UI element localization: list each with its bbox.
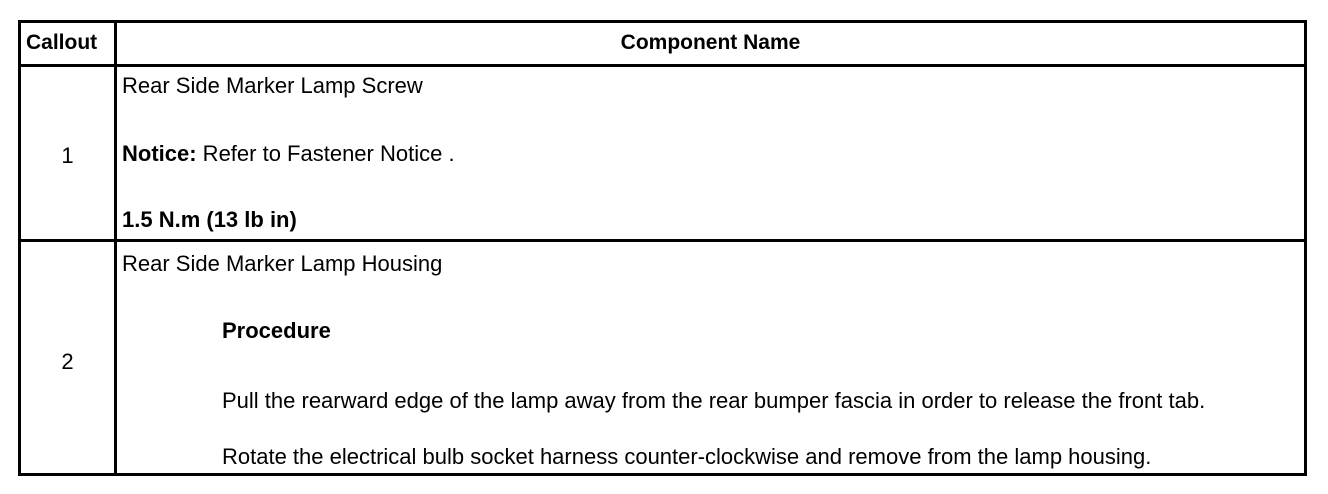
- notice-line: [122, 141, 455, 167]
- table-row: [21, 242, 1304, 473]
- callout-number: 1: [61, 143, 74, 168]
- torque-spec: 1.5 N.m (13 lb in): [122, 207, 297, 232]
- callout-cell: [21, 67, 117, 239]
- procedure-step: Rotate the electrical bulb socket harness counter-clockwise and remove from the lamp housing.: [222, 444, 1152, 469]
- callout-header: Callout: [26, 31, 98, 54]
- callout-cell: [21, 242, 117, 473]
- component-name-header: Component Name: [620, 31, 801, 54]
- component-table: [18, 20, 1307, 476]
- procedure-step: Pull the rearward edge of the lamp away from the rear bumper fascia in order to release the front tab.: [222, 388, 1206, 413]
- table-row: [21, 67, 1304, 242]
- table-header-row: [21, 23, 1304, 67]
- component-title: Rear Side Marker Lamp Screw: [122, 73, 423, 98]
- notice-label: Notice:: [122, 141, 197, 166]
- notice-text: Refer to Fastener Notice .: [196, 141, 455, 166]
- component-title: Rear Side Marker Lamp Housing: [122, 251, 443, 276]
- callout-number: 2: [61, 349, 74, 374]
- procedure-heading: Procedure: [222, 318, 331, 343]
